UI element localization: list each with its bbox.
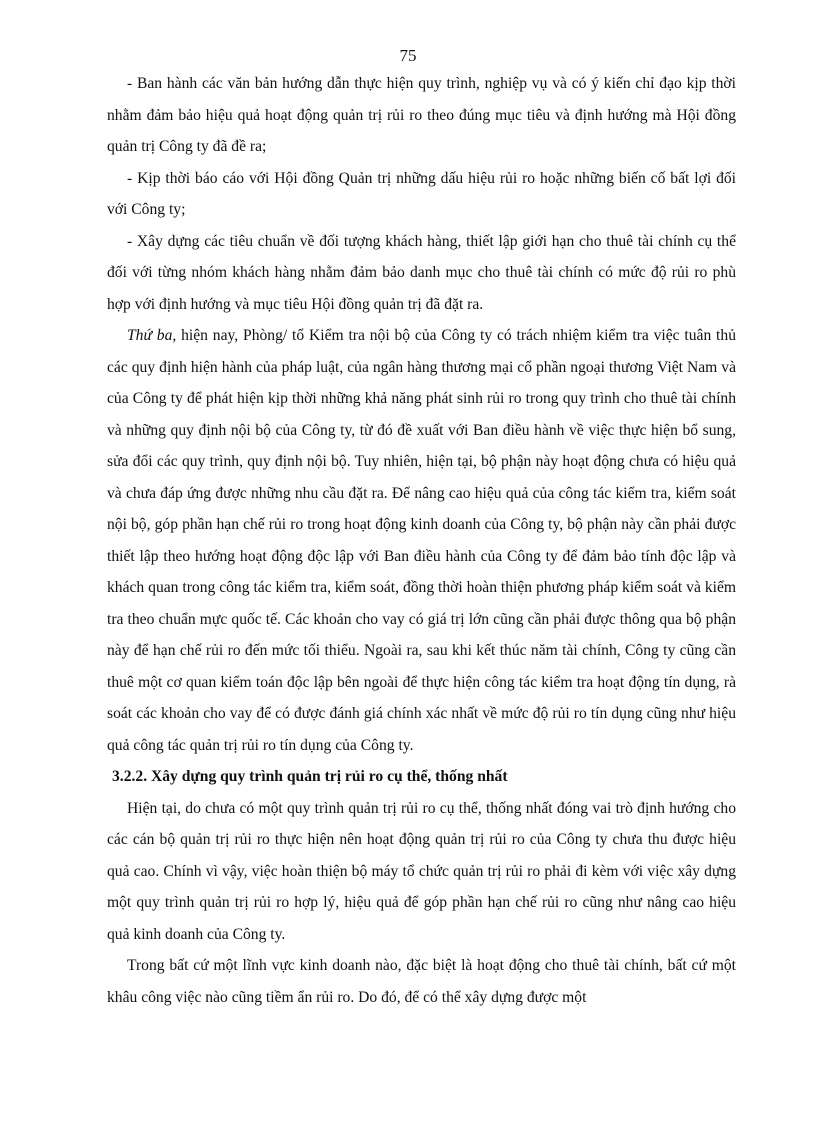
paragraph-current-state: Hiện tại, do chưa có một quy trình quản trị rủi ro cụ thể, thống nhất đóng vai trò định hướng cho các cán bộ quản trị rủi ro thực hiện nên hoạt động quản trị rủi ro của Công ty chưa thu được hiệu quả cao. Chính vì vậy, việc hoàn thiện bộ máy tổ chức quản trị rủi ro phải đi kèm với việc xây dựng một quy trình quản trị rủi ro hợp lý, hiệu quả để góp phần hạn chế rủi ro cũng như nâng cao hiệu quả kinh doanh của Công ty. bbox=[107, 799, 736, 943]
paragraph-lead-italic: Thứ ba, bbox=[127, 327, 177, 344]
paragraph-internal-audit bbox=[107, 320, 736, 761]
paragraph-reporting: - Kịp thời báo cáo với Hội đồng Quản trị những dấu hiệu rủi ro hoặc những biến cố bất lợi đối với Công ty; bbox=[107, 169, 736, 218]
page-number: 75 bbox=[399, 46, 417, 65]
section-heading: 3.2.2. Xây dựng quy trình quản trị rủi ro cụ thể, thống nhất bbox=[112, 768, 508, 785]
paragraph-directive: - Ban hành các văn bản hướng dẫn thực hiện quy trình, nghiệp vụ và có ý kiến chỉ đạo kịp thời nhằm đảm bảo hiệu quả hoạt động quản trị rủi ro theo đúng mục tiêu và định hướng mà Hội đồng quản trị Công ty đã đề ra; bbox=[107, 75, 736, 155]
paragraph-any-field: Trong bất cứ một lĩnh vực kinh doanh nào, đặc biệt là hoạt động cho thuê tài chính, bất cứ một khâu công việc nào cũng tiềm ẩn rủi ro. Do đó, để có thể xây dựng được một bbox=[107, 957, 736, 1006]
paragraph-internal-audit-text: hiện nay, Phòng/ tổ Kiểm tra nội bộ của Công ty có trách nhiệm kiểm tra việc tuân thủ các quy định hiện hành của pháp luật, của ngân hàng thương mại cổ phần ngoại thương Việt Nam và của Công ty để phát hiện kịp thời những khả năng phát sinh rủi ro trong quy trình cho thuê tài chính và những quy định nội bộ của Công ty, từ đó đề xuất với Ban điều hành về việc thực hiện bổ sung, sửa đổi các quy trình, quy định nội bộ. Tuy nhiên, hiện tại, bộ phận này hoạt động chưa có hiệu quả và chưa đáp ứng được những nhu cầu đặt ra. Để nâng cao hiệu quả của công tác kiểm tra, kiểm soát nội bộ, góp phần hạn chế rủi ro trong hoạt động kinh doanh của Công ty, bộ phận này cần phải được thiết lập theo hướng hoạt động độc lập với Ban điều hành của Công ty để đảm bảo tính độc lập và khách quan trong công tác kiểm tra, kiểm soát, đồng thời hoàn thiện phương pháp kiểm soát và kiểm tra theo chuẩn mực quốc tế. Các khoản cho vay có giá trị lớn cũng cần phải được thông qua bộ phận này để hạn chế rủi ro đến mức tối thiểu. Ngoài ra, sau khi kết thúc năm tài chính, Công ty cũng cần thuê một cơ quan kiểm toán độc lập bên ngoài để thực hiện công tác kiểm tra hoạt động tín dụng, rà soát các khoản cho vay để có được đánh giá chính xác nhất về mức độ rủi ro tín dụng cũng như hiệu quả công tác quản trị rủi ro tín dụng của Công ty. bbox=[107, 327, 736, 754]
paragraph-standards: - Xây dựng các tiêu chuẩn về đối tượng khách hàng, thiết lập giới hạn cho thuê tài chính cụ thể đối với từng nhóm khách hàng nhằm đảm bảo danh mục cho thuê tài chính có mức độ rủi ro phù hợp với định hướng và mục tiêu Hội đồng quản trị đã đặt ra. bbox=[107, 232, 736, 313]
page-body bbox=[107, 68, 736, 1013]
